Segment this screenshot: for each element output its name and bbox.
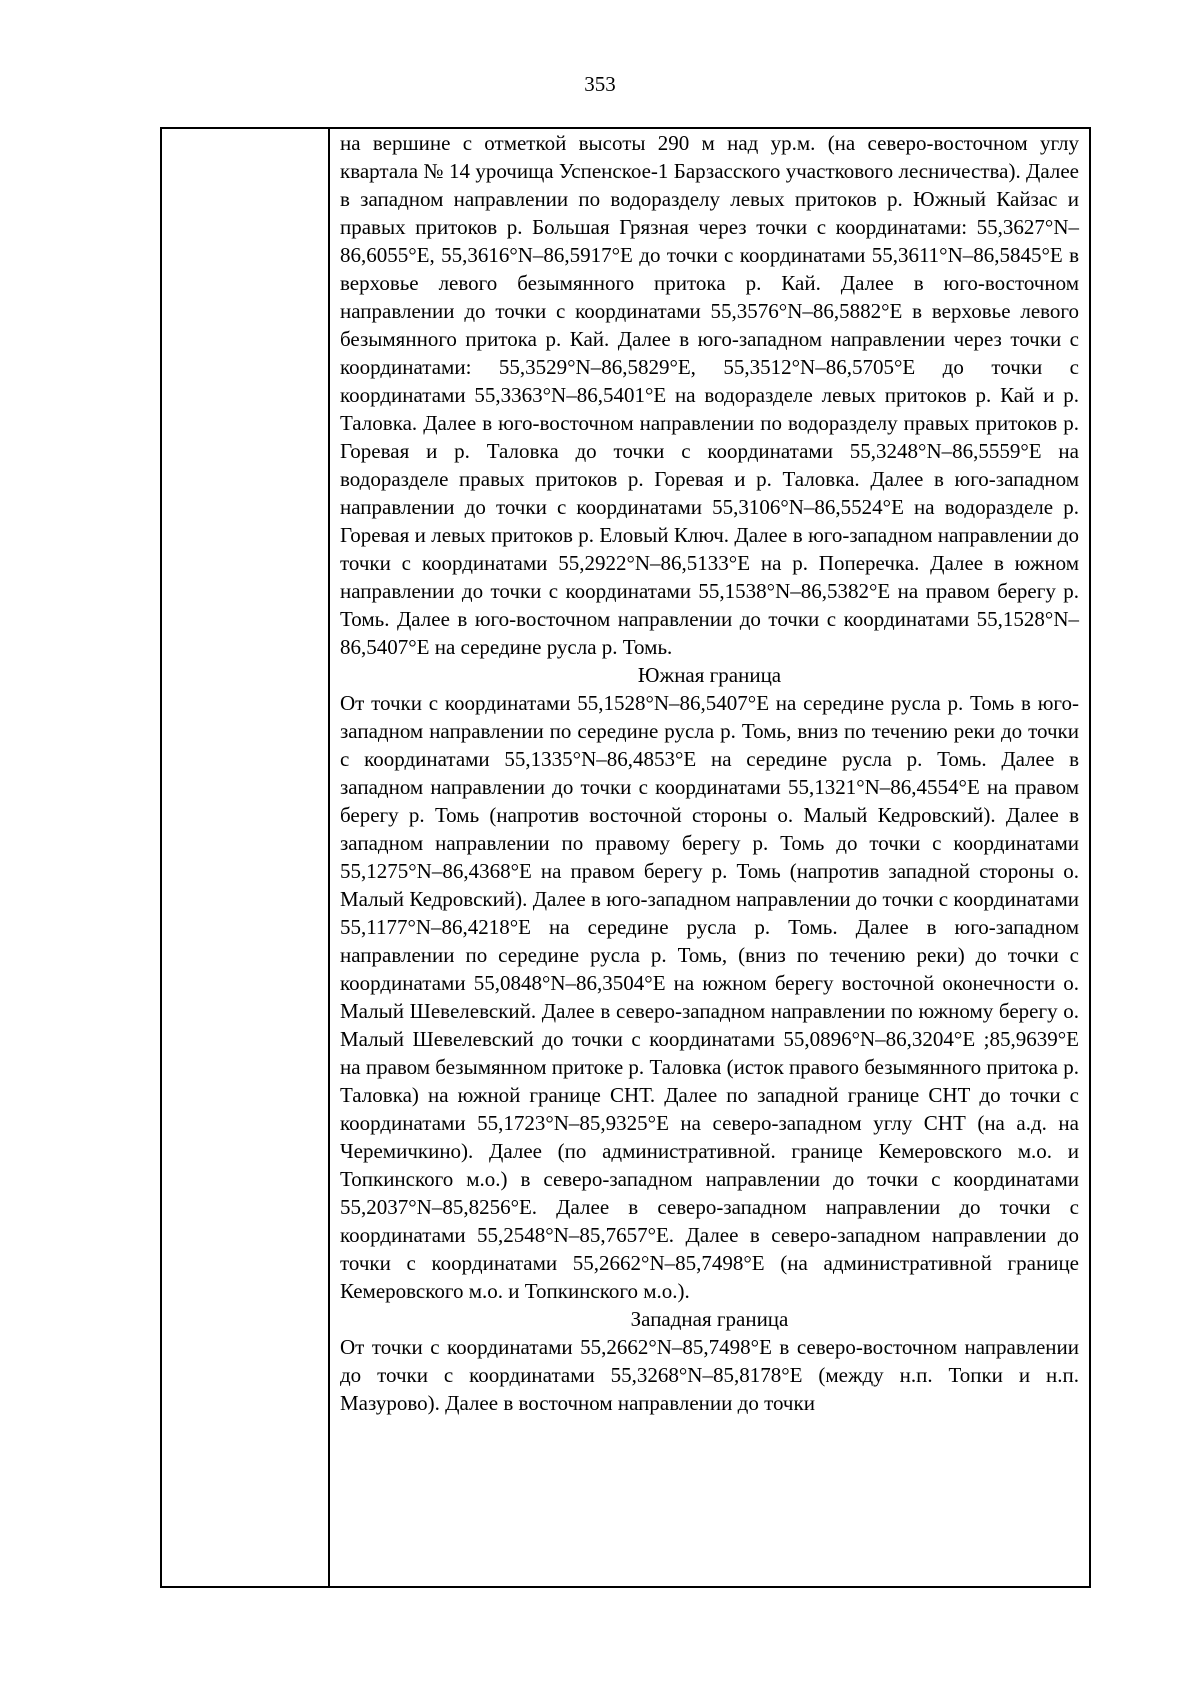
heading-south-boundary: Южная граница <box>637 663 782 687</box>
boundary-paragraph-south: От точки с координатами 55,1528°N–86,5407°E на середине русла р. Томь в юго-западном направлении по середине русла р. Томь, вниз по течению реки до точки с координатами 55,1335°N–86,4853°E на середине русла р. Томь. Далее в западном направлении до точки с координатами 55,1321°N–86,4554°E на правом берегу р. Томь (напротив восточной стороны о. Малый Кедровский). Далее в западном направлении по правому берегу р. Томь до точки с координатами 55,1275°N–86,4368°E на правом берегу р. Томь (напротив западной стороны о. Малый Кедровский). Далее в юго-западном направлении до точки с координатами 55,1177°N–86,4218°E на середине русла р. Томь. Далее в юго-западном направлении по середине русла р. Томь, (вниз по течению реки) до точки с координатами 55,0848°N–86,3504°E на южном берегу восточной оконечности о. Малый Шевелевский. Далее в северо-западном направлении по южному берегу о. Малый Шевелевский до точки с координатами 55,0896°N–86,3204°E ;85,9639°E на правом безымянном притоке р. Таловка (исток правого безымянного притока р. Таловка) на южной границе СНТ. Далее по западной границе СНТ до точки с координатами 55,1723°N–85,9325°E на северо-западном углу СНТ (на а.д. на Черемичкино). Далее (по административной. границе Кемеровского м.о. и Топкинского м.о.) в северо-западном направлении до точки с координатами 55,2037°N–85,8256°E. Далее в северо-западном направлении до точки с координатами 55,2548°N–85,7657°E. Далее в северо-западном направлении до точки с координатами 55,2662°N–85,7498°E (на административной границе Кемеровского м.о. и Топкинского м.о.). <box>340 691 1079 1303</box>
page-number: 353 <box>584 72 616 96</box>
boundary-table <box>160 127 1091 1588</box>
boundary-paragraph-east: на вершине с отметкой высоты 290 м над ур.м. (на северо-восточном углу квартала № 14 урочища Успенское-1 Барзасского участкового лесничества). Далее в западном направлении по водоразделу левых притоков р. Южный Кайзас и правых притоков р. Большая Грязная через точки с координатами: 55,3627°N–86,6055°E, 55,3616°N–86,5917°E до точки с координатами 55,3611°N–86,5845°E в верховье левого безымянного притока р. Кай. Далее в юго-восточном направлении до точки с координатами 55,3576°N–86,5882°E в верховье левого безымянного притока р. Кай. Далее в юго-западном направлении через точки с координатами: 55,3529°N–86,5829°E, 55,3512°N–86,5705°E до точки с координатами 55,3363°N–86,5401°E на водоразделе левых притоков р. Кай и р. Таловка. Далее в юго-восточном направлении по водоразделу правых притоков р. Горевая и р. Таловка до точки с координатами 55,3248°N–86,5559°E на водоразделе правых притоков р. Горевая и р. Таловка. Далее в юго-западном направлении до точки с координатами 55,3106°N–86,5524°E на водоразделе р. Горевая и левых притоков р. Еловый Ключ. Далее в юго-западном направлении до точки с координатами 55,2922°N–86,5133°E на р. Поперечка. Далее в южном направлении до точки с координатами 55,1538°N–86,5382°E на правом берегу р. Томь. Далее в юго-восточном направлении до точки с координатами 55,1528°N–86,5407°E на середине русла р. Томь. <box>340 131 1079 659</box>
table-left-cell <box>162 129 330 1586</box>
boundary-paragraph-west: От точки с координатами 55,2662°N–85,7498°E в северо-восточном направлении до точки с координатами 55,3268°N–85,8178°E (между н.п. Топки и н.п. Мазурово). Далее в восточном направлении до точки <box>340 1335 1079 1415</box>
heading-west-boundary: Западная граница <box>630 1307 789 1331</box>
table-right-cell <box>330 129 1089 1586</box>
